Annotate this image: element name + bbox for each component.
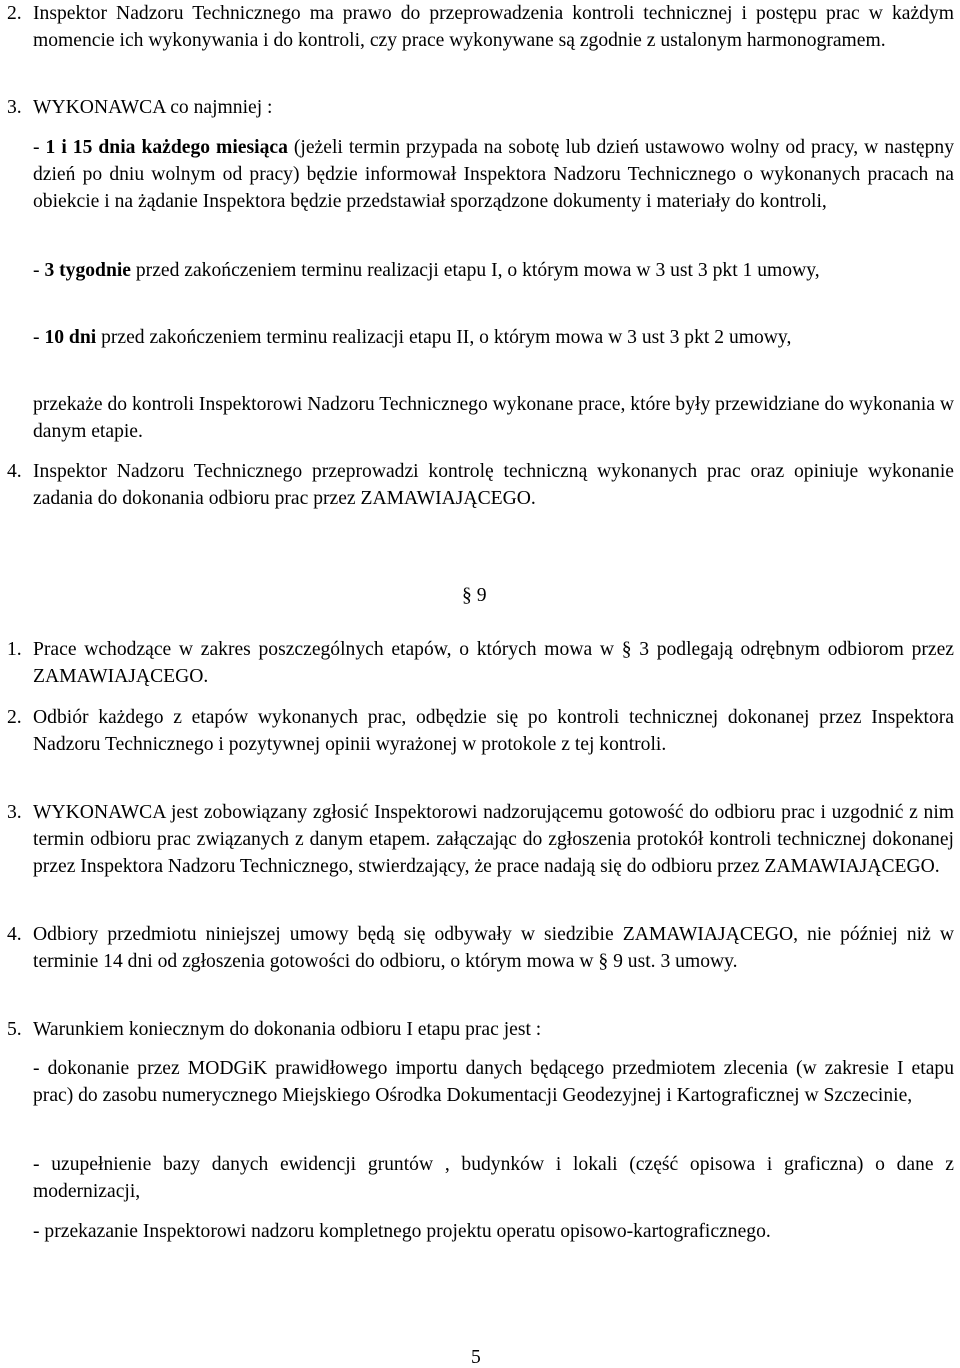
bullet-text: (jeżeli termin przypada na sobotę lub dzień ustawowo wolny od pracy, w następny dzień po dniu wolnym od pracy) będzie informował Inspektora Nadzoru Technicznego o wykonanych pracach na obiekcie i na żądanie Inspektora będzie przedstawiał sporządzone dokumenty i materiały do kontroli, xyxy=(33,137,954,212)
s9-item-5-bullet-3 xyxy=(33,1218,954,1245)
s9-item-5-bullet-2 xyxy=(33,1151,954,1205)
item-number: 4. xyxy=(7,461,22,482)
bullet-dash: - xyxy=(33,137,46,158)
bullet-dash: - xyxy=(33,260,45,281)
bullet-text: przed zakończeniem terminu realizacji etapu I, o którym mowa w 3 ust 3 pkt 1 umowy, xyxy=(130,260,820,281)
page-number: 5 xyxy=(471,1347,481,1368)
item-number: 3. xyxy=(7,97,22,118)
paragraph-text: przekaże do kontroli Inspektorowi Nadzoru Technicznego wykonane prace, które były przewidziane do wykonania w danym etapie. xyxy=(33,394,955,442)
item-text: Inspektor Nadzoru Technicznego ma prawo do przeprowadzenia kontroli technicznej i postępu prac w każdym momencie ich wykonywania i do kontroli, czy prace wykonywane są zgodnie z ustalonym harmonogramem. xyxy=(33,3,954,51)
s9-item-2 xyxy=(7,704,954,758)
bullet-text: - przekazanie Inspektorowi nadzoru kompletnego projektu operatu opisowo-kartograficznego. xyxy=(33,1221,771,1242)
bullet-text: przed zakończeniem terminu realizacji etapu II, o którym mowa w 3 ust 3 pkt 2 umowy, xyxy=(96,327,792,348)
item-number: 2. xyxy=(7,3,22,24)
bullet-bold: 1 i 15 dnia każdego miesiąca xyxy=(45,137,288,158)
item-text: Prace wchodzące w zakres poszczególnych etapów, o których mowa w § 3 podlegają odrębnym odbiorom przez ZAMAWIAJĄCEGO. xyxy=(33,639,954,687)
item-number: 3. xyxy=(7,802,22,823)
s9-item-1 xyxy=(7,636,954,690)
item-number: 2. xyxy=(7,707,22,728)
s9-item-3 xyxy=(7,799,954,880)
item-number: 1. xyxy=(7,639,22,660)
item-number: 5. xyxy=(7,1019,22,1040)
s8-item-3-bullet-1 xyxy=(33,134,954,215)
s8-item-3-intro xyxy=(7,94,954,121)
bullet-text: - dokonanie przez MODGiK prawidłowego importu danych będącego przedmiotem zlecenia (w zakresie I etapu prac) do zasobu numerycznego Miejskiego Ośrodka Dokumentacji Geodezyjnej i Kartograficznej w Szczecinie, xyxy=(33,1058,954,1106)
s8-item-3-tail xyxy=(33,391,954,445)
s8-item-3-bullet-2 xyxy=(33,257,954,284)
item-number: 4. xyxy=(7,924,22,945)
s8-item-3-bullet-3 xyxy=(33,324,954,351)
item-text: Warunkiem koniecznym do dokonania odbioru I etapu prac jest : xyxy=(33,1019,542,1040)
item-text: WYKONAWCA co najmniej : xyxy=(33,97,273,118)
item-text: Inspektor Nadzoru Technicznego przeprowadzi kontrolę techniczną wykonanych prac oraz opiniuje wykonanie zadania do dokonania odbioru prac przez ZAMAWIAJĄCEGO. xyxy=(33,461,954,509)
item-text: Odbiór każdego z etapów wykonanych prac, odbędzie się po kontroli technicznej dokonanej przez Inspektora Nadzoru Technicznego i pozytywnej opinii wyrażonej w protokole z tej kontroli. xyxy=(33,707,954,755)
s8-item-4 xyxy=(7,458,954,512)
s9-item-5-intro xyxy=(7,1016,954,1043)
s8-item-2 xyxy=(7,0,954,54)
s9-item-5-bullet-1 xyxy=(33,1055,954,1109)
section-heading: § 9 xyxy=(462,585,487,606)
s9-item-4 xyxy=(7,921,954,975)
bullet-dash: - xyxy=(33,327,45,348)
bullet-text: - uzupełnienie bazy danych ewidencji gruntów , budynków i lokali (część opisowa i graficzna) o dane z modernizacji, xyxy=(33,1154,954,1202)
item-text: WYKONAWCA jest zobowiązany zgłosić Inspektorowi nadzorującemu gotowość do odbioru prac i uzgodnić z nim termin odbioru prac związanych z danym etapem. załączając do zgłoszenia protokół kontroli technicznej dokonanej przez Inspektora Nadzoru Technicznego, stwierdzający, że prace nadają się do odbioru przez ZAMAWIAJĄCEGO. xyxy=(33,802,954,877)
bullet-bold: 3 tygodnie xyxy=(44,260,131,281)
item-text: Odbiory przedmiotu niniejszej umowy będą się odbywały w siedzibie ZAMAWIAJĄCEGO, nie później niż w terminie 14 dni od zgłoszenia gotowości do odbioru, o którym mowa w § 9 ust. 3 umowy. xyxy=(33,924,954,972)
bullet-bold: 10 dni xyxy=(44,327,97,348)
